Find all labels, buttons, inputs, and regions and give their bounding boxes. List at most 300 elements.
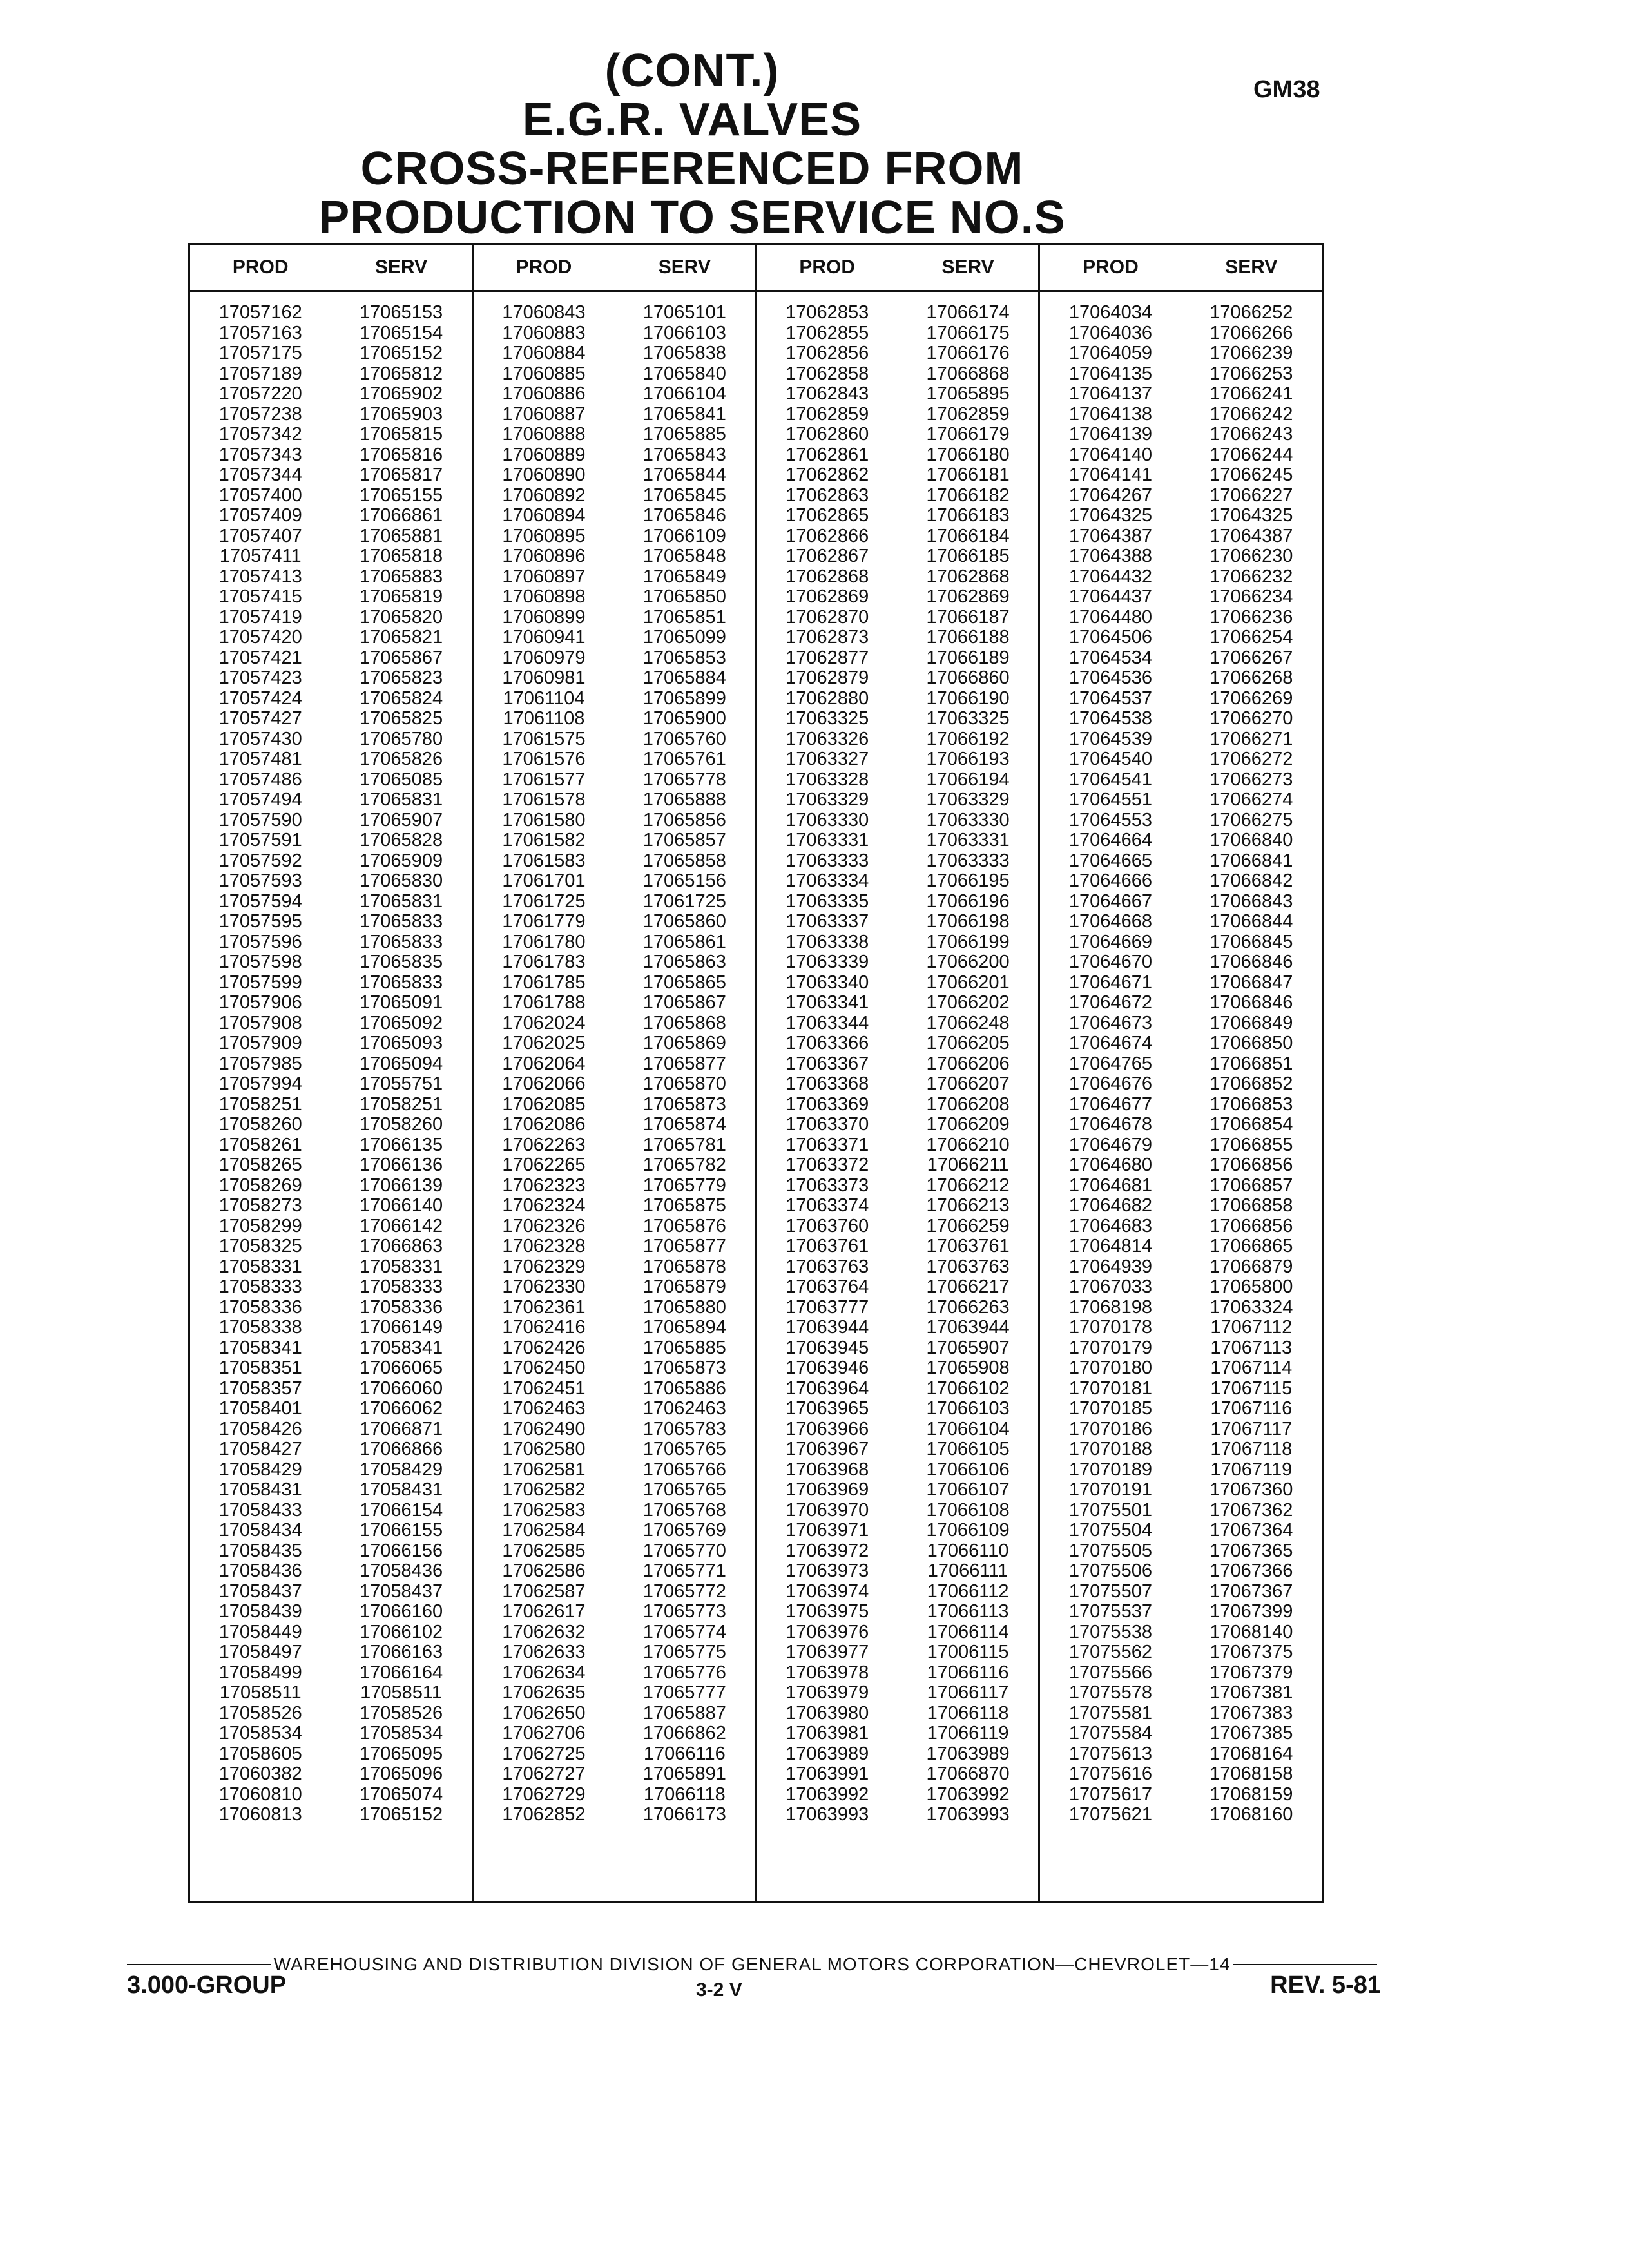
table-row bbox=[474, 1014, 755, 1034]
prod-number: 17057220 bbox=[218, 383, 302, 404]
table-row bbox=[757, 526, 1039, 547]
table-row bbox=[190, 364, 472, 385]
prod-number: 17064437 bbox=[1068, 586, 1152, 607]
serv-number: 17065885 bbox=[642, 1337, 726, 1358]
table-row bbox=[474, 831, 755, 851]
prod-number: 17058436 bbox=[218, 1561, 302, 1581]
table-row bbox=[757, 749, 1039, 770]
serv-number: 17066851 bbox=[1210, 1053, 1293, 1074]
header-serv: SERV bbox=[941, 256, 994, 278]
serv-number: 17067115 bbox=[1210, 1378, 1293, 1399]
prod-number: 17057424 bbox=[218, 687, 302, 709]
serv-number: 17066861 bbox=[360, 505, 443, 526]
table-row bbox=[1040, 1541, 1322, 1562]
serv-number: 17065875 bbox=[642, 1195, 726, 1216]
table-row bbox=[1040, 1744, 1322, 1765]
prod-number: 17060885 bbox=[502, 363, 586, 384]
prod-number: 17062066 bbox=[502, 1073, 586, 1094]
table-row bbox=[190, 1683, 472, 1704]
table-row bbox=[1040, 1115, 1322, 1135]
prod-number: 17064141 bbox=[1068, 465, 1152, 485]
serv-number: 17067362 bbox=[1210, 1499, 1293, 1521]
serv-number: 17065765 bbox=[642, 1479, 726, 1500]
table-row bbox=[1040, 608, 1322, 628]
table-row bbox=[474, 1216, 755, 1237]
serv-number: 17065888 bbox=[642, 789, 726, 810]
serv-number: 17066182 bbox=[926, 485, 1010, 506]
prod-number: 17062859 bbox=[786, 403, 869, 425]
serv-number: 17066160 bbox=[360, 1601, 443, 1622]
table-row bbox=[1040, 1764, 1322, 1785]
serv-number: 17065908 bbox=[926, 1358, 1010, 1378]
serv-number: 17066211 bbox=[927, 1155, 1009, 1175]
serv-number: 17065826 bbox=[360, 749, 443, 769]
table-row bbox=[474, 1501, 755, 1521]
table-row bbox=[474, 770, 755, 791]
serv-number: 17063329 bbox=[926, 789, 1010, 810]
table-row bbox=[474, 912, 755, 932]
prod-number: 17060899 bbox=[502, 606, 586, 628]
prod-number: 17061582 bbox=[502, 830, 586, 850]
table-row bbox=[190, 1176, 472, 1196]
serv-number: 17066104 bbox=[926, 1418, 1010, 1439]
prod-number: 17063966 bbox=[786, 1418, 869, 1439]
serv-number: 17063993 bbox=[926, 1804, 1010, 1825]
serv-number: 17066108 bbox=[926, 1499, 1010, 1521]
serv-number: 17065800 bbox=[1210, 1276, 1293, 1297]
table-row bbox=[190, 1541, 472, 1562]
table-row bbox=[190, 587, 472, 608]
prod-number: 17060810 bbox=[218, 1783, 302, 1805]
table-row bbox=[757, 1764, 1039, 1785]
serv-number: 17066845 bbox=[1210, 931, 1293, 952]
serv-number: 17055751 bbox=[360, 1073, 443, 1094]
serv-number: 17066272 bbox=[1210, 749, 1293, 769]
table-row bbox=[757, 1561, 1039, 1582]
serv-number: 17066192 bbox=[926, 728, 1010, 749]
prod-number: 17062843 bbox=[786, 383, 869, 404]
prod-number: 17063334 bbox=[786, 870, 869, 891]
prod-number: 17061576 bbox=[502, 749, 586, 769]
table-row bbox=[190, 486, 472, 506]
table-row bbox=[190, 1115, 472, 1135]
prod-number: 17058433 bbox=[218, 1499, 302, 1521]
prod-number: 17075562 bbox=[1068, 1642, 1152, 1662]
serv-number: 17063763 bbox=[926, 1256, 1010, 1277]
prod-number: 17062879 bbox=[786, 668, 869, 688]
prod-number: 17064680 bbox=[1068, 1155, 1152, 1175]
table-row bbox=[190, 770, 472, 791]
prod-number: 17057985 bbox=[218, 1053, 302, 1074]
serv-number: 17064387 bbox=[1210, 525, 1293, 546]
serv-number: 17065765 bbox=[642, 1439, 726, 1459]
table-row bbox=[474, 1074, 755, 1095]
serv-number: 17066268 bbox=[1210, 668, 1293, 688]
serv-number: 17065845 bbox=[642, 485, 726, 506]
table-row bbox=[474, 1805, 755, 1825]
table-row bbox=[474, 384, 755, 405]
column-header bbox=[1040, 245, 1322, 292]
prod-number: 17064672 bbox=[1068, 992, 1152, 1013]
table-row bbox=[474, 628, 755, 648]
prod-number: 17063763 bbox=[786, 1256, 869, 1277]
serv-number: 17066860 bbox=[926, 668, 1010, 688]
prod-number: 17063973 bbox=[786, 1561, 869, 1581]
serv-number: 17058260 bbox=[360, 1114, 443, 1135]
table-row bbox=[757, 567, 1039, 588]
prod-number: 17062856 bbox=[786, 343, 869, 363]
serv-number: 17006115 bbox=[927, 1642, 1009, 1662]
serv-number: 17065894 bbox=[642, 1317, 726, 1338]
prod-number: 17070185 bbox=[1068, 1398, 1152, 1419]
prod-number: 17075578 bbox=[1068, 1682, 1152, 1703]
prod-number: 17062328 bbox=[502, 1236, 586, 1256]
table-row bbox=[190, 749, 472, 770]
prod-number: 17060813 bbox=[218, 1804, 302, 1825]
serv-number: 17068158 bbox=[1210, 1763, 1293, 1784]
serv-number: 17058333 bbox=[360, 1276, 443, 1297]
serv-number: 17065815 bbox=[360, 424, 443, 445]
table-row bbox=[757, 648, 1039, 669]
prod-number: 17063374 bbox=[786, 1195, 869, 1216]
serv-number: 17058511 bbox=[360, 1682, 442, 1703]
prod-number: 17063967 bbox=[786, 1439, 869, 1459]
prod-number: 17064534 bbox=[1068, 647, 1152, 668]
header-serv: SERV bbox=[374, 256, 428, 278]
serv-number: 17061725 bbox=[642, 890, 726, 912]
table-row bbox=[757, 1541, 1039, 1562]
prod-number: 17057411 bbox=[219, 546, 302, 566]
table-row bbox=[1040, 770, 1322, 791]
prod-number: 17075537 bbox=[1068, 1601, 1152, 1622]
serv-number: 17066154 bbox=[360, 1499, 443, 1521]
prod-number: 17064939 bbox=[1068, 1256, 1152, 1277]
table-row bbox=[757, 952, 1039, 973]
prod-number: 17063969 bbox=[786, 1479, 869, 1500]
table-row bbox=[190, 1704, 472, 1724]
serv-number: 17066176 bbox=[926, 343, 1010, 363]
serv-number: 17058437 bbox=[360, 1581, 443, 1602]
table-row bbox=[757, 993, 1039, 1014]
table-row bbox=[1040, 1561, 1322, 1582]
serv-number: 17066270 bbox=[1210, 708, 1293, 729]
table-row bbox=[757, 912, 1039, 932]
prod-number: 17062583 bbox=[502, 1499, 586, 1521]
table-row bbox=[190, 1419, 472, 1440]
serv-number: 17067360 bbox=[1210, 1479, 1293, 1500]
table-row bbox=[474, 1622, 755, 1643]
table-row bbox=[757, 1014, 1039, 1034]
table-row bbox=[1040, 851, 1322, 872]
table-row bbox=[1040, 831, 1322, 851]
serv-number: 17058431 bbox=[360, 1479, 443, 1500]
prod-number: 17062634 bbox=[502, 1662, 586, 1683]
prod-number: 17070189 bbox=[1068, 1459, 1152, 1480]
serv-number: 17065820 bbox=[360, 606, 443, 628]
prod-number: 17060897 bbox=[502, 566, 586, 587]
table-row bbox=[1040, 811, 1322, 831]
prod-number: 17062581 bbox=[502, 1459, 586, 1480]
header-serv: SERV bbox=[1225, 256, 1278, 278]
serv-number: 17066856 bbox=[1210, 1155, 1293, 1175]
serv-number: 17066858 bbox=[1210, 1195, 1293, 1216]
serv-number: 17066202 bbox=[926, 992, 1010, 1013]
prod-number: 17070181 bbox=[1068, 1378, 1152, 1399]
serv-number: 17066062 bbox=[360, 1398, 443, 1419]
prod-number: 17075566 bbox=[1068, 1662, 1152, 1683]
table-row bbox=[190, 425, 472, 445]
table-row bbox=[474, 587, 755, 608]
prod-number: 17062706 bbox=[502, 1723, 586, 1744]
table-column-3 bbox=[757, 245, 1041, 1901]
serv-number: 17065856 bbox=[642, 809, 726, 831]
prod-number: 17075507 bbox=[1068, 1581, 1152, 1602]
serv-number: 17065781 bbox=[642, 1134, 726, 1155]
prod-number: 17062870 bbox=[786, 606, 869, 628]
table-row bbox=[474, 1054, 755, 1075]
table-row bbox=[190, 1338, 472, 1359]
serv-number: 17066107 bbox=[926, 1479, 1010, 1500]
prod-number: 17058429 bbox=[218, 1459, 302, 1480]
prod-number: 17062852 bbox=[502, 1804, 586, 1825]
table-row bbox=[190, 912, 472, 932]
row-list bbox=[190, 303, 472, 1825]
prod-number: 17075581 bbox=[1068, 1702, 1152, 1724]
prod-number: 17064668 bbox=[1068, 911, 1152, 932]
table-row bbox=[190, 993, 472, 1014]
serv-number: 17066273 bbox=[1210, 769, 1293, 790]
prod-number: 17058499 bbox=[218, 1662, 302, 1683]
prod-number: 17062633 bbox=[502, 1642, 586, 1662]
table-row bbox=[757, 709, 1039, 729]
serv-number: 17066184 bbox=[926, 525, 1010, 546]
title-line-egr-valves: E.G.R. VALVES bbox=[522, 94, 862, 146]
serv-number: 17068164 bbox=[1210, 1743, 1293, 1764]
serv-number: 17067117 bbox=[1210, 1418, 1293, 1439]
serv-number: 17066065 bbox=[360, 1358, 443, 1378]
serv-number: 17065887 bbox=[642, 1702, 726, 1724]
serv-number: 17063333 bbox=[926, 850, 1010, 871]
serv-number: 17065846 bbox=[642, 505, 726, 526]
prod-number: 17057400 bbox=[218, 485, 302, 506]
prod-number: 17075616 bbox=[1068, 1763, 1152, 1784]
table-row bbox=[190, 892, 472, 912]
prod-number: 17062025 bbox=[502, 1033, 586, 1053]
prod-number: 17060898 bbox=[502, 586, 586, 607]
prod-number: 17058260 bbox=[218, 1114, 302, 1135]
prod-number: 17075617 bbox=[1068, 1783, 1152, 1805]
table-row bbox=[1040, 1033, 1322, 1054]
prod-number: 17062866 bbox=[786, 525, 869, 546]
table-row bbox=[190, 405, 472, 425]
prod-number: 17063338 bbox=[786, 931, 869, 952]
serv-number: 17066206 bbox=[926, 1053, 1010, 1074]
table-row bbox=[474, 1176, 755, 1196]
prod-number: 17062586 bbox=[502, 1561, 586, 1581]
serv-number: 17065833 bbox=[360, 911, 443, 932]
table-row bbox=[1040, 790, 1322, 811]
serv-number: 17066259 bbox=[926, 1215, 1010, 1236]
serv-number: 17066149 bbox=[360, 1317, 443, 1338]
prod-number: 17057420 bbox=[218, 627, 302, 648]
table-row bbox=[1040, 952, 1322, 973]
prod-number: 17058338 bbox=[218, 1317, 302, 1338]
table-row bbox=[1040, 1338, 1322, 1359]
prod-number: 17064679 bbox=[1068, 1134, 1152, 1155]
prod-number: 17064665 bbox=[1068, 850, 1152, 871]
table-row bbox=[190, 831, 472, 851]
prod-number: 17057342 bbox=[218, 424, 302, 445]
serv-number: 17065863 bbox=[642, 952, 726, 972]
prod-number: 17063326 bbox=[786, 728, 869, 749]
prod-number: 17063976 bbox=[786, 1621, 869, 1642]
prod-number: 17075538 bbox=[1068, 1621, 1152, 1642]
table-row bbox=[1040, 1176, 1322, 1196]
prod-number: 17061780 bbox=[502, 931, 586, 952]
prod-number: 17062265 bbox=[502, 1155, 586, 1175]
table-row bbox=[1040, 1663, 1322, 1684]
table-row bbox=[190, 689, 472, 709]
prod-number: 17057599 bbox=[218, 972, 302, 993]
serv-number: 17066269 bbox=[1210, 687, 1293, 709]
table-row bbox=[474, 303, 755, 323]
prod-number: 17057594 bbox=[218, 890, 302, 912]
table-row bbox=[190, 1277, 472, 1298]
prod-number: 17063978 bbox=[786, 1662, 869, 1683]
prod-number: 17060941 bbox=[502, 627, 586, 648]
serv-number: 17066194 bbox=[926, 769, 1010, 790]
table-row bbox=[1040, 1379, 1322, 1399]
serv-number: 17063331 bbox=[926, 830, 1010, 850]
serv-number: 17066183 bbox=[926, 505, 1010, 526]
serv-number: 17065760 bbox=[642, 728, 726, 749]
table-row bbox=[757, 1054, 1039, 1075]
table-row bbox=[757, 1257, 1039, 1278]
table-row bbox=[474, 445, 755, 466]
prod-number: 17062416 bbox=[502, 1317, 586, 1338]
prod-number: 17057409 bbox=[218, 505, 302, 526]
serv-number: 17065885 bbox=[642, 424, 726, 445]
serv-number: 17065782 bbox=[642, 1155, 726, 1175]
table-row bbox=[190, 1724, 472, 1744]
table-row bbox=[190, 851, 472, 872]
serv-number: 17065860 bbox=[642, 911, 726, 932]
serv-number: 17065825 bbox=[360, 708, 443, 729]
prod-number: 17063964 bbox=[786, 1378, 869, 1399]
table-row bbox=[757, 892, 1039, 912]
table-row bbox=[757, 1095, 1039, 1115]
table-row bbox=[474, 1379, 755, 1399]
table-row bbox=[1040, 1135, 1322, 1156]
prod-number: 17062853 bbox=[786, 302, 869, 323]
serv-number: 17065909 bbox=[360, 850, 443, 871]
row-list bbox=[474, 303, 755, 1825]
serv-number: 17063330 bbox=[926, 809, 1010, 831]
table-row bbox=[474, 364, 755, 385]
table-row bbox=[190, 729, 472, 750]
prod-number: 17062862 bbox=[786, 465, 869, 485]
table-row bbox=[1040, 1419, 1322, 1440]
prod-number: 17063329 bbox=[786, 789, 869, 810]
serv-number: 17066868 bbox=[926, 363, 1010, 384]
serv-number: 17066113 bbox=[927, 1601, 1009, 1622]
serv-number: 17065883 bbox=[360, 566, 443, 587]
table-row bbox=[474, 1033, 755, 1054]
serv-number: 17066227 bbox=[1210, 485, 1293, 506]
prod-number: 17062585 bbox=[502, 1540, 586, 1561]
table-row bbox=[757, 1135, 1039, 1156]
table-row bbox=[190, 1622, 472, 1643]
row-list bbox=[1040, 303, 1322, 1825]
table-row bbox=[1040, 1216, 1322, 1237]
table-row bbox=[757, 1419, 1039, 1440]
table-row bbox=[474, 1744, 755, 1765]
serv-number: 17066870 bbox=[926, 1763, 1010, 1784]
prod-number: 17060894 bbox=[502, 505, 586, 526]
serv-number: 17066139 bbox=[360, 1175, 443, 1196]
table-row bbox=[190, 1054, 472, 1075]
table-row bbox=[190, 1642, 472, 1663]
serv-number: 17067113 bbox=[1210, 1337, 1293, 1358]
serv-number: 17066857 bbox=[1210, 1175, 1293, 1196]
serv-number: 17066180 bbox=[926, 444, 1010, 465]
serv-number: 17065833 bbox=[360, 972, 443, 993]
serv-number: 17065857 bbox=[642, 830, 726, 850]
prod-number: 17063777 bbox=[786, 1296, 869, 1318]
prod-number: 17063366 bbox=[786, 1033, 869, 1053]
table-row bbox=[1040, 668, 1322, 689]
serv-number: 17065074 bbox=[360, 1783, 443, 1805]
prod-number: 17063764 bbox=[786, 1276, 869, 1297]
serv-number: 17066840 bbox=[1210, 830, 1293, 850]
prod-number: 17061725 bbox=[502, 890, 586, 912]
serv-number: 17065153 bbox=[360, 302, 443, 323]
serv-number: 17066850 bbox=[1210, 1033, 1293, 1053]
table-row bbox=[474, 1095, 755, 1115]
table-row bbox=[757, 1785, 1039, 1805]
table-row bbox=[190, 973, 472, 994]
table-row bbox=[190, 1074, 472, 1095]
serv-number: 17065853 bbox=[642, 647, 726, 668]
table-row bbox=[190, 1216, 472, 1237]
table-row bbox=[474, 405, 755, 425]
table-row bbox=[1040, 749, 1322, 770]
table-row bbox=[474, 465, 755, 486]
serv-number: 17065848 bbox=[642, 546, 726, 566]
serv-number: 17065761 bbox=[642, 749, 726, 769]
table-row bbox=[190, 1501, 472, 1521]
footer-rule-right bbox=[1233, 1964, 1377, 1965]
table-column-4 bbox=[1040, 245, 1322, 1901]
table-row bbox=[474, 668, 755, 689]
prod-number: 17058434 bbox=[218, 1520, 302, 1541]
serv-number: 17065884 bbox=[642, 668, 726, 688]
table-row bbox=[474, 993, 755, 1014]
table-row bbox=[1040, 1622, 1322, 1643]
prod-number: 17057189 bbox=[218, 363, 302, 384]
serv-number: 17065821 bbox=[360, 627, 443, 648]
table-row bbox=[757, 1724, 1039, 1744]
serv-number: 17066199 bbox=[926, 931, 1010, 952]
serv-number: 17066846 bbox=[1210, 992, 1293, 1013]
prod-number: 17063977 bbox=[786, 1642, 869, 1662]
table-row bbox=[474, 1338, 755, 1359]
serv-number: 17066163 bbox=[360, 1642, 443, 1662]
prod-number: 17064325 bbox=[1068, 505, 1152, 526]
table-row bbox=[1040, 546, 1322, 567]
serv-number: 17066241 bbox=[1210, 383, 1293, 404]
table-row bbox=[190, 546, 472, 567]
